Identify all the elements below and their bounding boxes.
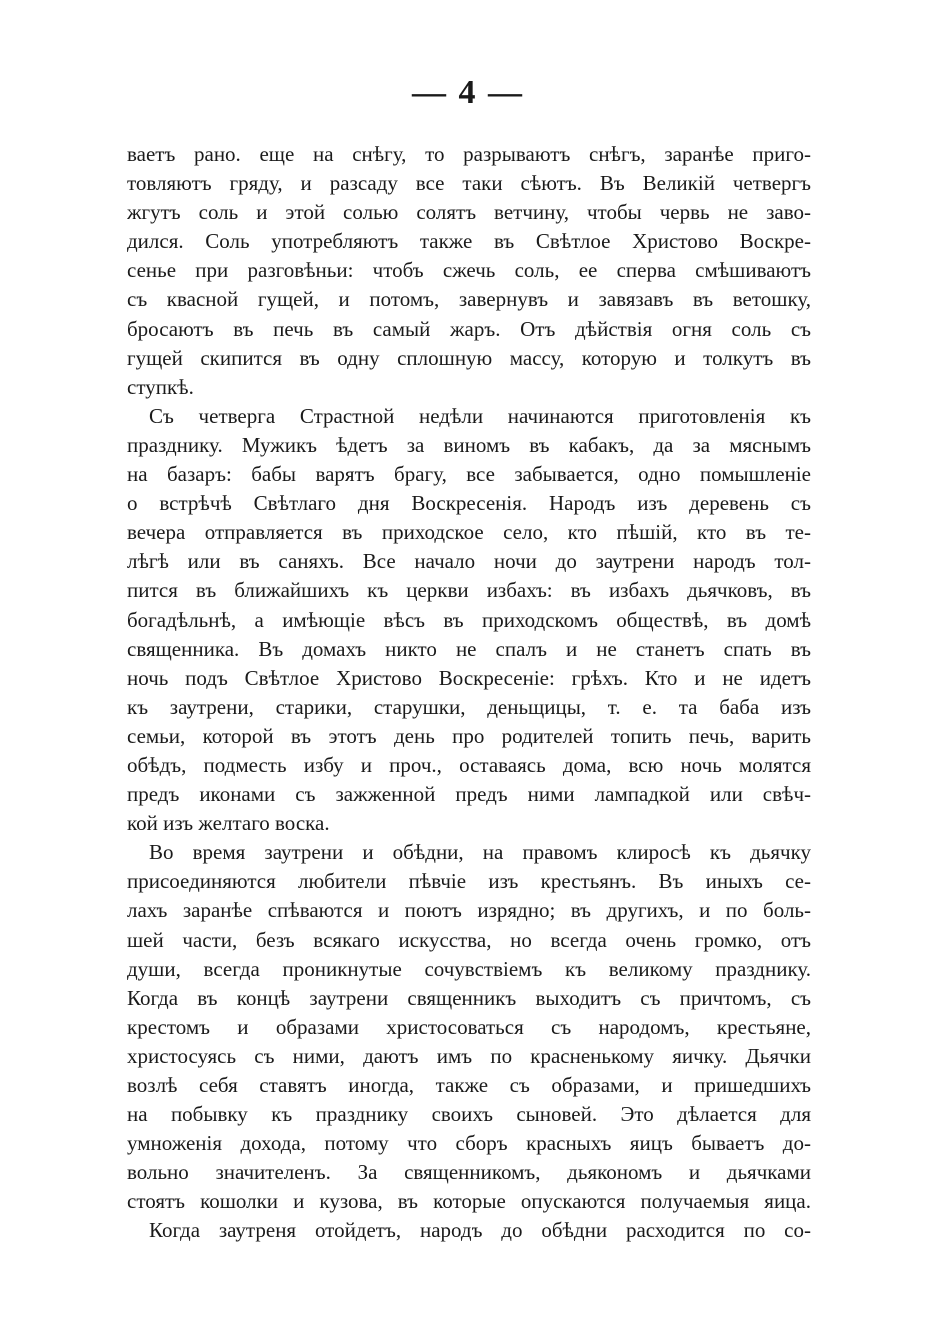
text-line: крестомъ и образами христосоваться съ народомъ, крестьяне, xyxy=(127,1014,811,1039)
text-line: о встрѣчѣ Свѣтлаго дня Воскресенія. Народъ изъ деревень съ xyxy=(127,491,811,516)
text-line: души, всегда проникнутые сочувствіемъ къ великому празднику. xyxy=(127,956,811,981)
page-number: — 4 — xyxy=(412,74,524,111)
text-line: жгутъ соль и этой солью солятъ ветчину, чтобы червь не заво- xyxy=(127,200,811,225)
text-line: Когда заутреня отойдетъ, народъ до обѣдни расходится по со- xyxy=(149,1218,811,1243)
text-line: товляютъ гряду, и разсаду все таки сѣютъ. Въ Великій четвергъ xyxy=(127,171,811,196)
text-line: возлѣ себя ставятъ иногда, также съ образами, и пришедшихъ xyxy=(127,1073,811,1097)
text-line: ваетъ рано. еще на снѣгу, то разрываютъ снѣгъ, заранѣе приго- xyxy=(127,142,811,166)
text-line: вольно значителенъ. За священникомъ, дьякономъ и дьячками xyxy=(127,1160,811,1185)
text-line: Съ четверга Страстной недѣли начинаются приготовленія къ xyxy=(149,403,811,428)
text-line: предъ иконами съ зажженной предъ ними лампадкой или свѣч- xyxy=(127,782,811,807)
text-line: ступкѣ. xyxy=(127,374,194,399)
text-line: священника. Въ домахъ никто не спалъ и не станетъ спать въ xyxy=(127,636,811,661)
text-line: Во время заутрени и обѣдни, на правомъ клиросѣ къ дьячку xyxy=(149,840,811,865)
text-line: къ заутрени, старики, старушки, деньщицы, т. е. та баба изъ xyxy=(127,694,811,719)
text-line: лахъ заранѣе спѣваются и поютъ изрядно; въ другихъ, и по боль- xyxy=(127,898,811,923)
text-line: на базаръ: бабы варятъ брагу, все забывается, одно помышленіе xyxy=(127,462,811,487)
text-line: лѣгѣ или въ саняхъ. Все начало ночи до заутрени народъ тол- xyxy=(127,549,811,574)
text-line: ночь подъ Свѣтлое Христово Воскресеніе: грѣхъ. Кто и не идетъ xyxy=(127,665,811,690)
text-line: пится въ ближайшихъ къ церкви избахъ: въ избахъ дьячковъ, въ xyxy=(127,578,811,603)
text-line: на побывку къ празднику своихъ сыновей. Это дѣлается для xyxy=(127,1102,811,1127)
text-line: Когда въ концѣ заутрени священникъ выходитъ съ причтомъ, съ xyxy=(127,985,811,1010)
text-line: кой изъ желтаго воска. xyxy=(127,811,330,836)
text-line: стоятъ кошолки и кузова, въ которые опускаются получаемыя яица. xyxy=(127,1189,811,1214)
text-line: сенье при разговѣньи: чтобъ сжечь соль, ее сперва смѣшиваютъ xyxy=(127,258,811,283)
body-text xyxy=(127,140,811,1246)
text-line: съ квасной гущей, и потомъ, завернувъ и завязавъ въ ветошку, xyxy=(127,287,811,312)
text-line: богадѣльнѣ, а имѣющіе вѣсъ въ приходскомъ обществѣ, въ домѣ xyxy=(127,607,811,632)
text-line: вечера отправляется въ приходское село, кто пѣшій, кто въ те- xyxy=(127,520,811,545)
text-line: присоединяются любители пѣвчіе изъ крестьянъ. Въ иныхъ се- xyxy=(127,869,811,894)
text-line: празднику. Мужикъ ѣдетъ за виномъ въ кабакъ, да за мяснымъ xyxy=(127,432,811,457)
text-line: христосуясь съ ними, даютъ имъ по красненькому яичку. Дьячки xyxy=(127,1043,811,1068)
text-line: гущей скипится въ одну сплошную массу, которую и толкутъ въ xyxy=(127,345,811,370)
text-line: дился. Соль употребляютъ также въ Свѣтлое Христово Воскре- xyxy=(127,229,811,254)
text-line: бросаютъ въ печь въ самый жаръ. Отъ дѣйствія огня соль съ xyxy=(127,316,811,341)
text-line: шей части, безъ всякаго искусства, но всегда очень громко, отъ xyxy=(127,927,811,952)
text-line: умноженія дохода, потому что сборъ красныхъ яицъ бываетъ до- xyxy=(127,1131,811,1156)
text-line: семьи, которой въ этотъ день про родителей топить печь, варить xyxy=(127,723,811,748)
text-line: обѣдъ, подместь избу и проч., оставаясь дома, всю ночь молятся xyxy=(127,752,811,777)
